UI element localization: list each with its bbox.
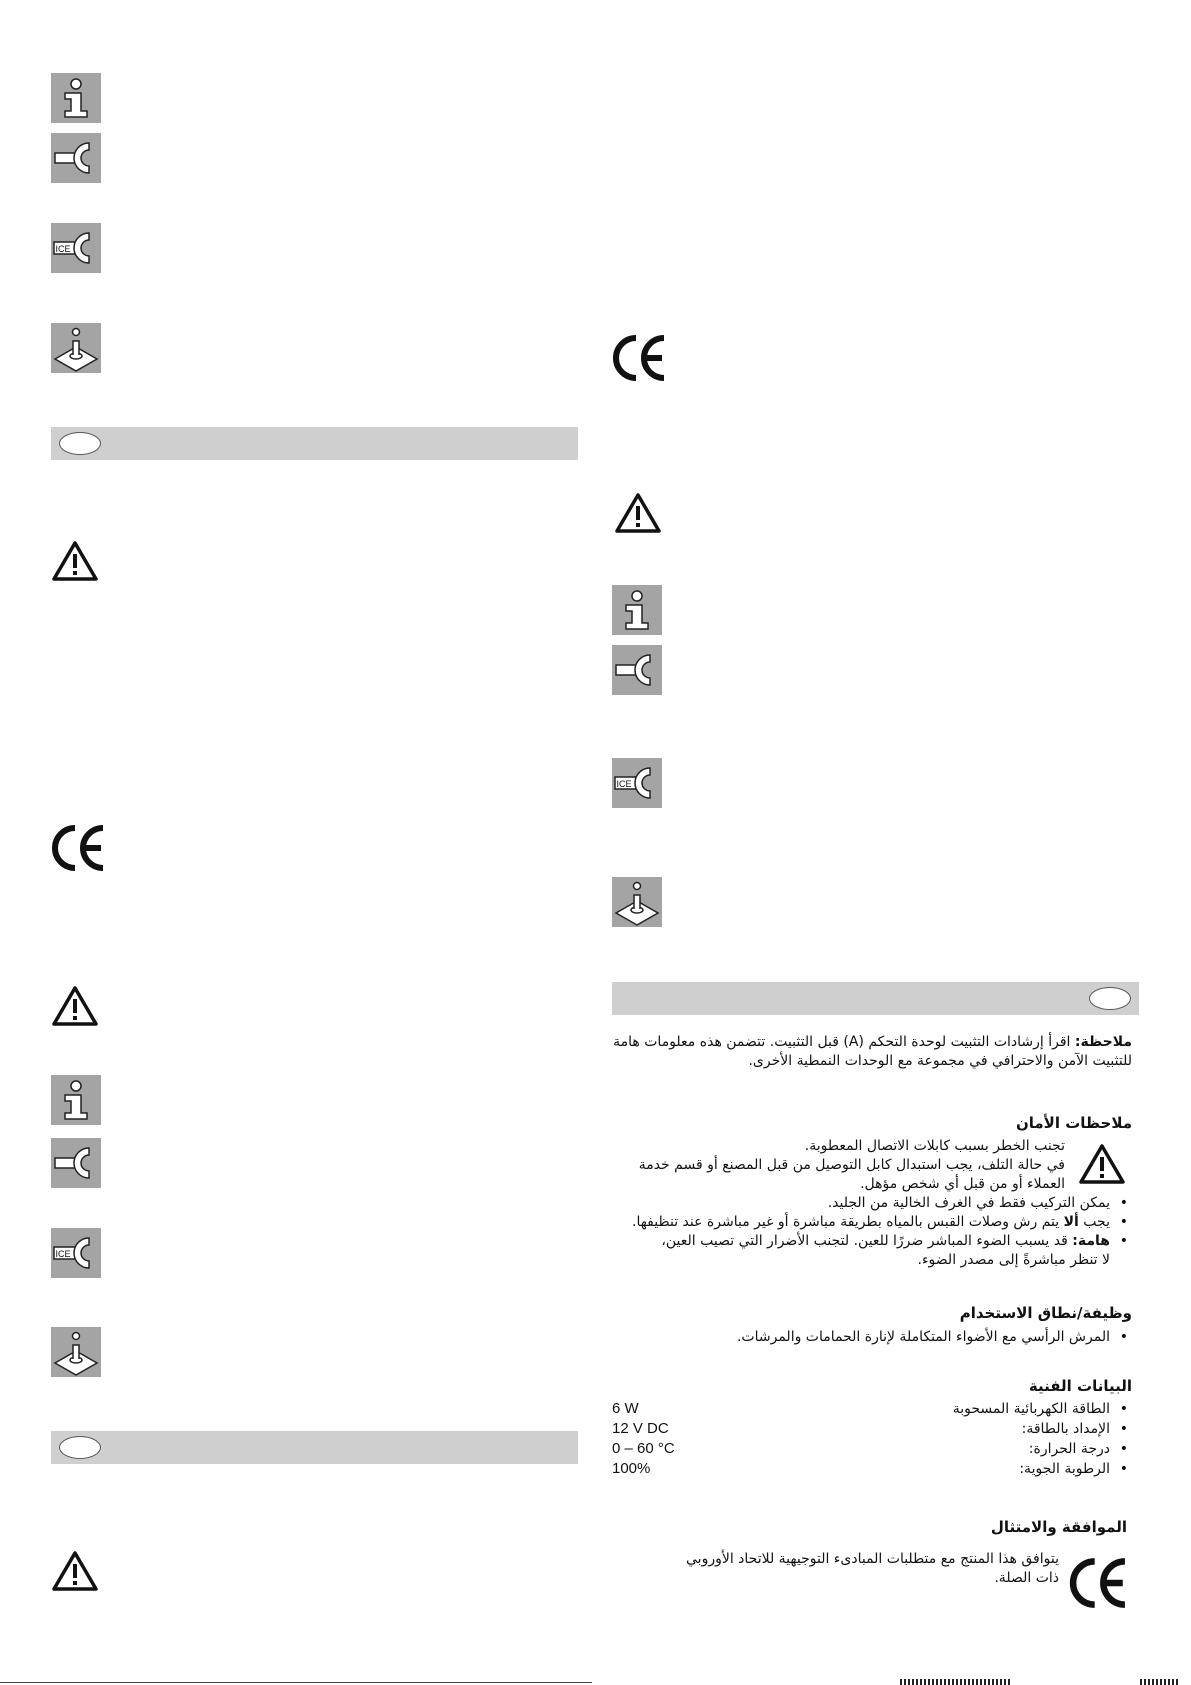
mounting-icon	[51, 1327, 101, 1377]
table-row: 100% • الرطوبة الجوية:	[612, 1460, 1132, 1480]
ce-mark-icon	[1068, 1556, 1130, 1610]
ce-mark-icon	[51, 823, 107, 873]
ice-wrench-icon	[612, 758, 662, 808]
language-section-bar	[51, 427, 578, 460]
svg-text:ICE: ICE	[55, 244, 71, 254]
mounting-icon	[51, 323, 101, 373]
language-section-bar	[612, 982, 1139, 1015]
info-icon	[51, 73, 101, 123]
list-item: • المرش الرأسي مع الأضواء المتكاملة لإنارة الحمامات والمرشات.	[612, 1328, 1132, 1347]
language-badge	[1089, 987, 1131, 1010]
ce-mark-icon	[612, 333, 668, 383]
tech-heading: البيانات الفنية	[1028, 1377, 1132, 1395]
ice-wrench-icon	[51, 223, 101, 273]
table-row: 6 W • الطاقة الكهربائية المسحوبة	[612, 1400, 1132, 1420]
safety-text: تجنب الخطر بسبب كابلات الاتصال المعطوبة. في حالة التلف، يجب استبدال كابل التوصيل من قبل المصنع أو قسم خدمة العملاء أو من قبل أي شخص مؤهل.	[638, 1138, 1065, 1192]
svg-text:ICE: ICE	[55, 1249, 71, 1259]
language-section-bar	[51, 1431, 578, 1464]
function-list	[612, 1328, 1132, 1347]
list-item: • يمكن التركيب فقط في الغرف الخالية من الجليد.	[612, 1194, 1132, 1213]
language-badge	[59, 1436, 101, 1459]
list-item: • هامة: قد يسبب الضوء المباشر ضررًا للعين. لتجنب الأضرار التي تصيب العين،	[612, 1232, 1132, 1251]
note-paragraph: ملاحظة: اقرأ إرشادات التثبيت لوحدة التحكم (A) قبل التثبيت. تتضمن هذه معلومات هامة للتثبيت الآمن والاحترافي في مجموعة مع الوحدات النمطية الأخرى.	[613, 1034, 1132, 1069]
safety-heading: ملاحظات الأمان	[1015, 1114, 1132, 1132]
footer-mark	[1140, 1679, 1180, 1685]
info-icon	[51, 1075, 101, 1125]
wrench-icon	[612, 645, 662, 695]
tech-table	[612, 1400, 1132, 1480]
wrench-icon	[51, 133, 101, 183]
conformity-text: يتوافق هذا المنتج مع متطلبات المبادىء التوجيهية للاتحاد الأوروبي ذات الصلة.	[686, 1551, 1059, 1586]
language-badge	[59, 432, 101, 455]
warning-icon	[614, 492, 662, 534]
ice-wrench-icon	[51, 1228, 101, 1278]
table-row: 12 V DC • الإمداد بالطاقة:	[612, 1420, 1132, 1440]
svg-text:ICE: ICE	[616, 779, 632, 789]
info-icon	[612, 585, 662, 635]
footer-mark	[900, 1679, 1010, 1685]
safety-bullets: • يمكن التركيب فقط في الغرف الخالية من الجليد. • يجب ألا يتم رش وصلات القبس بالمياه بطريقة مباشرة أو غير مباشرة عند تنظيفها. • هامة: قد يسبب الضوء المباشر ضررًا للعين. لتجنب الأضرار التي تصيب العين، لا تنظر مباشرةً إلى مصدر الضوء.	[612, 1194, 1132, 1270]
conformity-heading: الموافقة والامتثال	[990, 1518, 1127, 1536]
wrench-icon	[51, 1138, 101, 1188]
table-row: 0 – 60 °C • درجة الحرارة:	[612, 1440, 1132, 1460]
warning-icon	[51, 540, 99, 582]
list-item: • يجب ألا يتم رش وصلات القبس بالمياه بطريقة مباشرة أو غير مباشرة عند تنظيفها.	[612, 1213, 1132, 1232]
footer-rule	[0, 1682, 592, 1683]
mounting-icon	[612, 877, 662, 927]
function-heading: وظيفة/نطاق الاستخدام	[959, 1304, 1132, 1322]
warning-icon	[51, 985, 99, 1027]
warning-icon	[1078, 1143, 1126, 1185]
warning-icon	[51, 1550, 99, 1592]
note-label: ملاحظة:	[1074, 1034, 1132, 1050]
